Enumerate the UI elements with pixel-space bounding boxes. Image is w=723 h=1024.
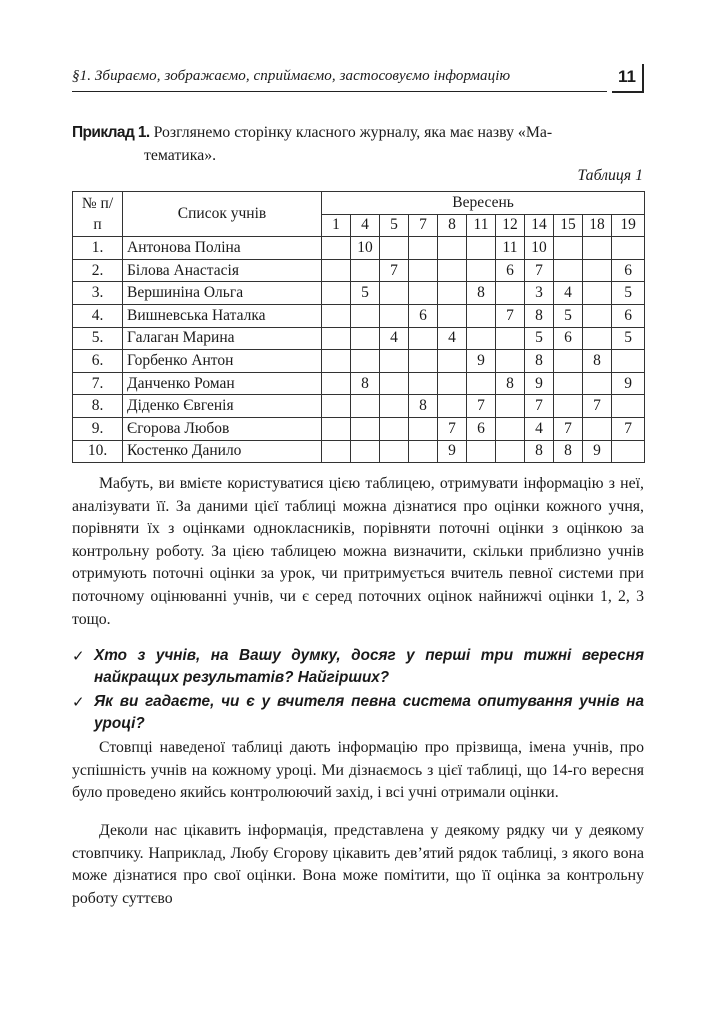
grade-cell: [496, 282, 525, 305]
grade-cell: [438, 372, 467, 395]
grade-cell: [438, 304, 467, 327]
row-number: 1.: [73, 237, 123, 260]
grade-cell: 6: [467, 417, 496, 440]
table-row: [73, 282, 645, 305]
grade-cell: [351, 327, 380, 350]
grade-cell: 9: [583, 440, 612, 463]
student-name: Єгорова Любов: [123, 417, 322, 440]
grade-cell: 4: [525, 417, 554, 440]
grade-cell: [467, 327, 496, 350]
grade-cell: [467, 440, 496, 463]
grade-cell: [322, 440, 351, 463]
header-number: [73, 192, 123, 237]
grade-cell: [322, 282, 351, 305]
grade-cell: [380, 395, 409, 418]
header-day: 11: [467, 214, 496, 237]
journal-table: [72, 191, 645, 463]
grade-cell: 8: [351, 372, 380, 395]
grade-cell: 7: [438, 417, 467, 440]
student-name: Горбенко Антон: [123, 350, 322, 373]
grade-cell: [351, 440, 380, 463]
grade-cell: 4: [554, 282, 583, 305]
grade-cell: 10: [351, 237, 380, 260]
header-day: 19: [612, 214, 645, 237]
grade-cell: 7: [525, 395, 554, 418]
grade-cell: [380, 350, 409, 373]
row-number: 4.: [73, 304, 123, 327]
grade-cell: [612, 440, 645, 463]
grade-cell: [380, 417, 409, 440]
grade-cell: [380, 237, 409, 260]
grade-cell: 8: [467, 282, 496, 305]
grade-cell: 7: [380, 259, 409, 282]
header-day: 15: [554, 214, 583, 237]
table-row: [73, 395, 645, 418]
table-row: [73, 327, 645, 350]
grade-cell: [583, 372, 612, 395]
grade-cell: [409, 237, 438, 260]
student-name: Антонова Поліна: [123, 237, 322, 260]
grade-cell: 8: [525, 440, 554, 463]
header-number-text: № п/п: [81, 195, 114, 234]
question-2-text: Як ви гадаєте, чи є у вчителя певна система опитування учнів на уроці?: [94, 693, 644, 732]
grade-cell: [554, 395, 583, 418]
grade-cell: [380, 372, 409, 395]
table-row: [73, 372, 645, 395]
grade-cell: [438, 237, 467, 260]
grade-cell: 8: [496, 372, 525, 395]
grade-cell: [322, 237, 351, 260]
grade-cell: 5: [612, 327, 645, 350]
paragraph-2: Стовпці наведеної таблиці дають інформацію про прізвища, імена учнів, про успішність учнів на кожному уроці. Ми дізнаємось з цієї таблиці, що 14-го вересня було проведено якийсь контролюючий захід, і всі учні отримали оцінки.: [72, 739, 644, 802]
grade-cell: 9: [438, 440, 467, 463]
grade-cell: [409, 372, 438, 395]
grade-cell: 10: [525, 237, 554, 260]
page-number-box: [612, 64, 644, 93]
grade-cell: [467, 237, 496, 260]
row-number: 6.: [73, 350, 123, 373]
grade-cell: [583, 237, 612, 260]
grade-cell: 9: [467, 350, 496, 373]
section-title: §1. Збираємо, зображаємо, сприймаємо, застосовуємо інформацію: [72, 68, 511, 84]
header-rule: [72, 91, 607, 92]
grade-cell: [322, 417, 351, 440]
grade-cell: [351, 395, 380, 418]
grade-cell: [438, 259, 467, 282]
grade-cell: 6: [496, 259, 525, 282]
question-1: [72, 645, 644, 689]
table-body: [73, 237, 645, 463]
grade-cell: 5: [554, 304, 583, 327]
grade-cell: [438, 395, 467, 418]
grade-cell: [322, 395, 351, 418]
grade-cell: [554, 237, 583, 260]
header-day: 4: [351, 214, 380, 237]
grade-cell: [409, 350, 438, 373]
grade-cell: [583, 417, 612, 440]
header-day: 1: [322, 214, 351, 237]
grade-cell: [583, 282, 612, 305]
paragraph-1: Мабуть, ви вмієте користуватися цією таблицею, отримувати інформацію з неї, аналізувати її. За даними цієї таблиці можна дізнатися про оцінки кожного учня, порівняти їх з оцінками однокласників, порівняти поточні оцінки з оцінкою за контрольну роботу. За цією таблицею можна визначити, скільки приблизно учнів отримують поточні оцінки за урок, чи притримується вчитель певної системи при поточному оцінюванні учнів, чи є серед поточних оцінок найнижчі оцінки 1, 2, 3 тощо.: [72, 475, 644, 628]
grade-cell: [409, 417, 438, 440]
page-header: [72, 64, 642, 94]
grade-cell: [322, 259, 351, 282]
grade-cell: 8: [583, 350, 612, 373]
table-row: [73, 417, 645, 440]
row-number: 10.: [73, 440, 123, 463]
grade-cell: [438, 282, 467, 305]
grade-cell: [612, 395, 645, 418]
grade-cell: [496, 440, 525, 463]
grade-cell: 3: [525, 282, 554, 305]
grade-cell: [554, 350, 583, 373]
grade-cell: [409, 259, 438, 282]
grade-cell: 7: [467, 395, 496, 418]
grade-cell: [612, 350, 645, 373]
table-caption: Таблиця 1: [577, 167, 643, 184]
grade-cell: [322, 327, 351, 350]
grade-cell: 5: [612, 282, 645, 305]
page-number: 11: [618, 67, 636, 86]
grade-cell: 8: [554, 440, 583, 463]
table-row: [73, 304, 645, 327]
student-name: Данченко Роман: [123, 372, 322, 395]
example-text-1: Розглянемо сторінку класного журналу, яка має назву «Ма-: [153, 124, 553, 141]
grade-cell: [554, 372, 583, 395]
grade-cell: 8: [409, 395, 438, 418]
grade-cell: 5: [351, 282, 380, 305]
grade-cell: 4: [380, 327, 409, 350]
table-row: [73, 237, 645, 260]
row-number: 8.: [73, 395, 123, 418]
student-name: Білова Анастасія: [123, 259, 322, 282]
grade-cell: 11: [496, 237, 525, 260]
student-name: Галаган Марина: [123, 327, 322, 350]
grade-cell: [380, 440, 409, 463]
grade-cell: [583, 259, 612, 282]
grade-cell: [409, 440, 438, 463]
question-2: [72, 691, 644, 735]
row-number: 9.: [73, 417, 123, 440]
grade-cell: [380, 282, 409, 305]
row-number: 3.: [73, 282, 123, 305]
grade-cell: [496, 395, 525, 418]
check-icon: ✓: [72, 693, 85, 711]
grade-cell: 6: [554, 327, 583, 350]
grade-cell: 8: [525, 350, 554, 373]
grade-cell: [380, 304, 409, 327]
grade-cell: [322, 304, 351, 327]
grade-cell: [409, 327, 438, 350]
grade-cell: [554, 259, 583, 282]
grade-cell: 7: [612, 417, 645, 440]
grade-cell: 7: [583, 395, 612, 418]
grade-cell: 9: [525, 372, 554, 395]
grade-cell: [496, 417, 525, 440]
grade-cell: 6: [409, 304, 438, 327]
student-name: Діденко Євгенія: [123, 395, 322, 418]
grade-cell: [322, 350, 351, 373]
example-line-1: [72, 121, 644, 144]
student-name: Вершиніна Ольга: [123, 282, 322, 305]
grade-cell: [612, 237, 645, 260]
grade-cell: 4: [438, 327, 467, 350]
header-month: Вересень: [322, 192, 645, 215]
example-block: [72, 121, 644, 167]
table-row: [73, 259, 645, 282]
row-number: 5.: [73, 327, 123, 350]
grade-cell: 5: [525, 327, 554, 350]
student-name: Костенко Данило: [123, 440, 322, 463]
example-text-2: тематика».: [144, 147, 217, 164]
table-row: [73, 440, 645, 463]
grade-cell: 6: [612, 259, 645, 282]
grade-cell: 7: [554, 417, 583, 440]
student-name: Вишневська Наталка: [123, 304, 322, 327]
grade-cell: [496, 327, 525, 350]
check-icon: ✓: [72, 647, 85, 665]
grade-cell: [583, 327, 612, 350]
paragraph-3: Деколи нас цікавить інформація, представлена у деякому рядку чи у деякому стовпчику. Наприклад, Любу Єгорову цікавить дев’ятий рядок таблиці, з якого вона може дізнатися про свої оцінки. Вона може помітити, що її оцінка за контрольну роботу суттєво: [72, 822, 644, 907]
grade-cell: [409, 282, 438, 305]
grade-cell: [467, 259, 496, 282]
grade-cell: [351, 417, 380, 440]
table-row: [73, 350, 645, 373]
table-header-row-1: [73, 192, 645, 215]
header-day: 12: [496, 214, 525, 237]
grade-cell: 7: [496, 304, 525, 327]
grade-cell: [467, 372, 496, 395]
grade-cell: [351, 259, 380, 282]
grade-cell: [583, 304, 612, 327]
grade-cell: [467, 304, 496, 327]
row-number: 7.: [73, 372, 123, 395]
header-day: 7: [409, 214, 438, 237]
header-day: 14: [525, 214, 554, 237]
header-day: 18: [583, 214, 612, 237]
question-1-text: Хто з учнів, на Вашу думку, досяг у перші три тижні вересня найкращих результатів? Найгірших?: [94, 647, 644, 686]
row-number: 2.: [73, 259, 123, 282]
grade-cell: 9: [612, 372, 645, 395]
grade-cell: 8: [525, 304, 554, 327]
header-day: 8: [438, 214, 467, 237]
grade-cell: 6: [612, 304, 645, 327]
grade-cell: [351, 350, 380, 373]
header-student-list: Список учнів: [123, 192, 322, 237]
grade-cell: [351, 304, 380, 327]
grade-cell: [322, 372, 351, 395]
grade-cell: [496, 350, 525, 373]
header-day: 5: [380, 214, 409, 237]
grade-cell: [438, 350, 467, 373]
grade-cell: 7: [525, 259, 554, 282]
example-label: Приклад 1.: [72, 124, 150, 141]
